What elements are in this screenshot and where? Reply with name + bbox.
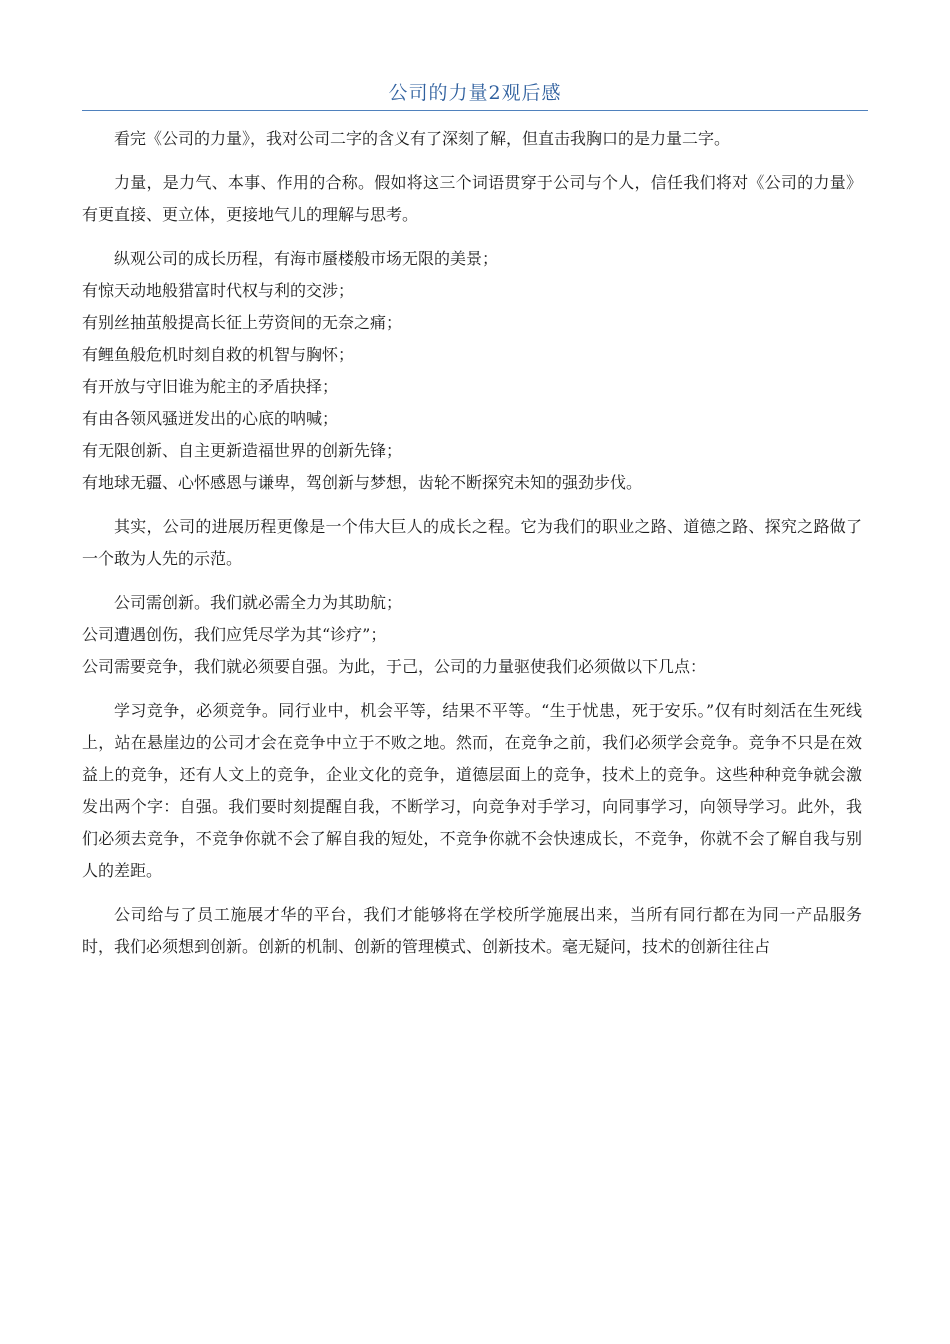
- paragraph: 看完《公司的力量》，我对公司二字的含义有了深刻了解，但直击我胸口的是力量二字。: [114, 129, 731, 148]
- document-body: [82, 123, 862, 963]
- list-line: 有别丝抽茧般提高长征上劳资间的无奈之痛；: [82, 313, 403, 332]
- document-title: 公司的力量2观后感: [388, 82, 562, 104]
- list-line: 有惊天动地般猎富时代权与利的交涉；: [82, 281, 355, 300]
- paragraph: 公司需创新。我们就必需全力为其助航；: [114, 593, 403, 612]
- list-line: 有鲤鱼般危机时刻自救的机智与胸怀；: [82, 345, 355, 364]
- list-line: 有由各领风骚迸发出的心底的呐喊；: [82, 409, 339, 428]
- paragraph: 力量，是力气、本事、作用的合称。假如将这三个词语贯穿于公司与个人，信任我们将对《公司的力量》有更直接、更立体，更接地气儿的理解与思考。: [82, 173, 862, 224]
- paragraph: 学习竞争，必须竞争。同行业中，机会平等，结果不平等。“生于忧患，死于安乐。”仅有时刻活在生死线上，站在悬崖边的公司才会在竞争中立于不败之地。然而，在竞争之前，我们必须学会竞争。竞争不只是在效益上的竞争，还有人文上的竞争，企业文化的竞争，道德层面上的竞争，技术上的竞争。这些种种竞争就会激发出两个字：自强。我们要时刻提醒自我，不断学习，向竞争对手学习，向同事学习，向领导学习。此外，我们必须去竞争，不竞争你就不会了解自我的短处，不竞争你就不会快速成长，不竞争，你就不会了解自我与别人的差距。: [82, 701, 862, 880]
- list-line: 公司遭遇创伤，我们应凭尽学为其“诊疗”；: [82, 625, 387, 644]
- list-line: 有开放与守旧谁为舵主的矛盾抉择；: [82, 377, 339, 396]
- list-line: 公司需要竞争，我们就必须要自强。为此，于己，公司的力量驱使我们必须做以下几点：: [82, 657, 707, 676]
- paragraph: 纵观公司的成长历程，有海市蜃楼般市场无限的美景；: [114, 249, 499, 268]
- list-line: 有无限创新、自主更新造福世界的创新先锋；: [82, 441, 403, 460]
- paragraph: 其实，公司的进展历程更像是一个伟大巨人的成长之程。它为我们的职业之路、道德之路、探究之路做了一个敢为人先的示范。: [82, 517, 862, 568]
- paragraph: 公司给与了员工施展才华的平台，我们才能够将在学校所学施展出来，当所有同行都在为同一产品服务时，我们必须想到创新。创新的机制、创新的管理模式、创新技术。毫无疑问，技术的创新往往占: [82, 905, 862, 956]
- list-line: 有地球无疆、心怀感恩与谦卑，驾创新与梦想，齿轮不断探究未知的强劲步伐。: [82, 473, 643, 492]
- document-header: [82, 78, 868, 111]
